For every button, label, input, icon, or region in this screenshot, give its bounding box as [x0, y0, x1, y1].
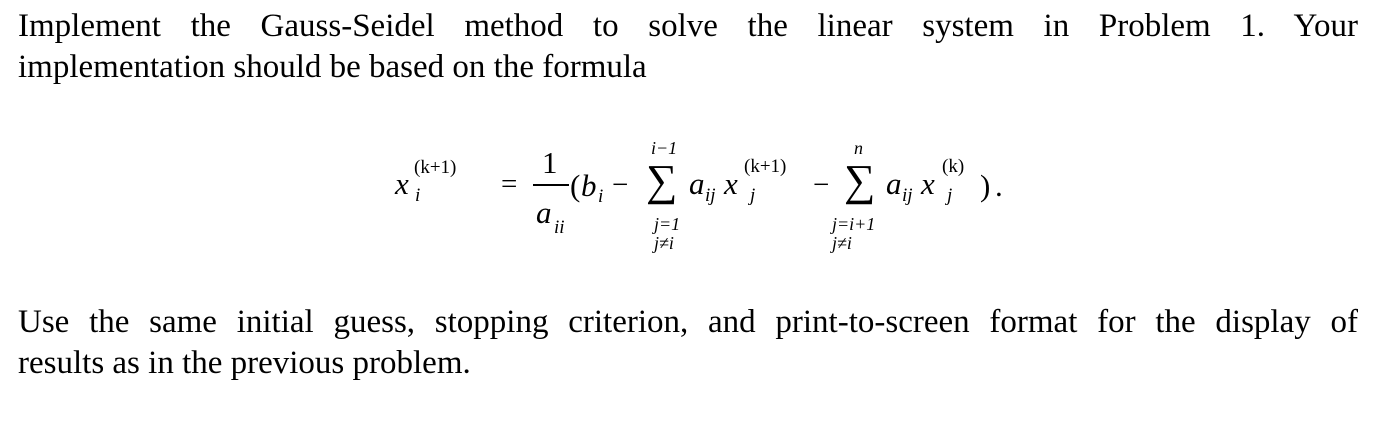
term1-a: a	[689, 166, 705, 201]
intro-line-2: implementation should be based on the formula	[18, 49, 647, 85]
lhs-x: x	[395, 166, 409, 201]
lhs-sub: i	[415, 185, 421, 206]
sum1-lower-limit-2: j≠i	[654, 233, 674, 253]
term1-x-sub: j	[750, 185, 756, 206]
term2-a: a	[886, 166, 902, 201]
minus-sign-2: −	[813, 169, 830, 201]
fraction-bar	[533, 184, 569, 186]
sum1-sigma: ∑	[646, 156, 678, 205]
intro-line-1: Implement the Gauss-Seidel method to solve the linear system in Problem 1. Your	[18, 8, 1358, 44]
fraction-denominator-sub: ii	[554, 217, 565, 238]
term2-x-sup: (k)	[942, 156, 965, 177]
term1-a-sub: ij	[705, 185, 716, 206]
term1-x-sup: (k+1)	[744, 156, 787, 177]
term2-x-sub: j	[947, 185, 953, 206]
sum2-sigma: ∑	[844, 156, 876, 205]
open-paren: (	[570, 168, 581, 203]
outro-line-2: results as in the previous problem.	[18, 345, 471, 381]
close-paren: )	[980, 168, 991, 203]
minus-sign-1: −	[612, 169, 629, 201]
sum2-lower-limit-2: j≠i	[832, 233, 852, 253]
outro-paragraph	[18, 302, 1358, 384]
term2-a-sub: ij	[902, 185, 913, 206]
fraction-denominator-a: a	[536, 195, 552, 230]
b-sub: i	[598, 186, 604, 207]
outro-line-1: Use the same initial guess, stopping criterion, and print-to-screen format for the display of	[18, 304, 1358, 340]
equals-sign: =	[501, 168, 518, 200]
b-var: b	[581, 168, 597, 203]
sum2-upper-limit: n	[854, 138, 863, 158]
term2-x: x	[921, 166, 935, 201]
period: .	[995, 168, 1003, 203]
lhs-sup: (k+1)	[414, 157, 457, 178]
fraction-numerator: 1	[542, 145, 558, 180]
sum1-lower-limit-1: j=1	[654, 214, 681, 234]
sum1-upper-limit: i−1	[651, 138, 678, 158]
sum2-lower-limit-1: j=i+1	[832, 214, 876, 234]
term1-x: x	[724, 166, 738, 201]
